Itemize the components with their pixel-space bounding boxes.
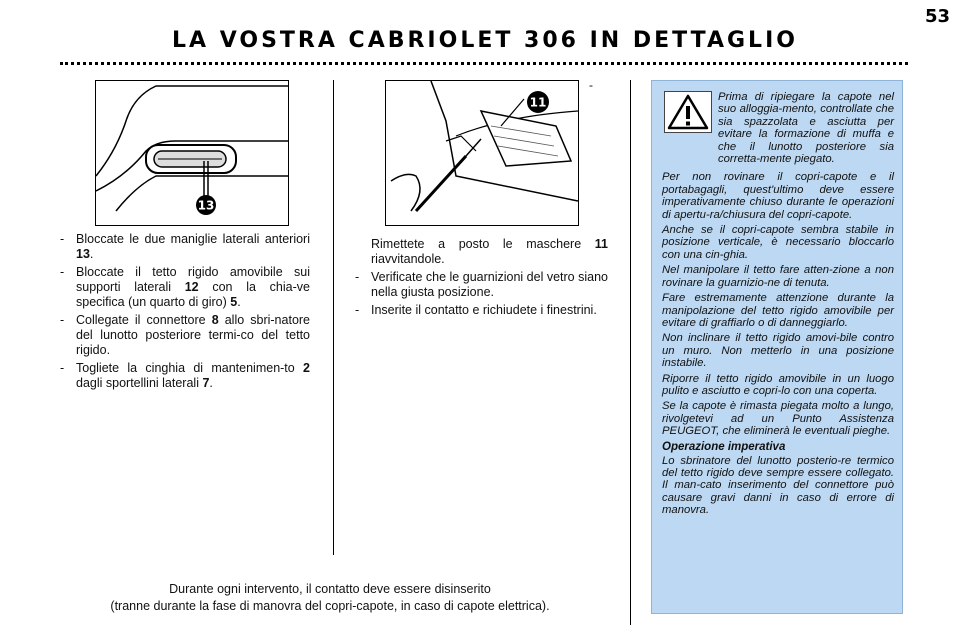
middle-instruction-list [353, 237, 608, 321]
warning-final-paragraph: Lo sbrinatore del lunotto posterio-re termico del tetto rigido deve sempre essere collegato. Il man-cato inserimento del connettore può causare gravi danni in caso di errore di manovra. [662, 454, 894, 517]
part-ref: 13 [76, 247, 90, 261]
warning-paragraph: Se la capote è rimasta piegata molto a lungo, rivolgetevi ad un Punto Assistenza PEUGEOT, che eliminerà le eventuali pieghe. [662, 400, 894, 438]
part-ref: 2 [303, 361, 310, 375]
part-ref: 8 [211, 313, 219, 327]
warning-intro: Prima di ripiegare la capote nel suo alloggia-mento, controllate che sia spazzolata e asciutta per evitare la formazione di muffa e che il lunotto posteriore sia corretta-mente piegato. [718, 91, 894, 166]
left-instruction-list [58, 232, 310, 394]
list-item: - Inserite il contatto e richiudete i finestrini. [355, 303, 597, 317]
warning-paragraph: Per non rovinare il copri-capote e il portabagagli, quest'ultimo deve essere imperativamente chiuso durante le operazioni di apertu-ra/chiusura del copri-capote. [662, 171, 894, 221]
warning-box [651, 80, 903, 614]
list-item: - Bloccate il tetto rigido amovibile sui supporti laterali 12 con la chia-ve specifica (un quarto di giro) 5. [60, 265, 310, 309]
callout-13: 13 [197, 198, 215, 213]
list-item: - Verificate che le guarnizioni del vetro siano nella giusta posizione. [355, 270, 608, 299]
list-item: - Togliete la cinghia di mantenimen-to 2 dagli sportellini laterali 7. [60, 361, 310, 390]
column-divider-right [630, 80, 631, 625]
footer-note [40, 581, 620, 615]
page-number: 53 [924, 6, 950, 27]
column-divider-left [333, 80, 334, 555]
part-ref: 12 [184, 280, 199, 294]
footer-note-line2: (tranne durante la fase di manovra del copri-capote, in caso di capote elettrica). [110, 599, 550, 613]
callout-11: 11 [529, 95, 547, 110]
list-item: - Bloccate le due maniglie laterali anteriori 13. [60, 232, 310, 261]
list-item: Rimettete a posto le maschere 11 riavvitandole. [371, 237, 608, 266]
figure-door-handle [95, 80, 289, 226]
warning-paragraph: Nel manipolare il tetto fare atten-zione a non rovinare la guarnizio-ne di tenuta. [662, 264, 894, 289]
title-dotted-rule [60, 62, 908, 65]
part-ref: 5 [230, 295, 238, 309]
warning-paragraph: Non inclinare il tetto rigido amovi-bile contro un muro. Non metterlo in una posizione instabile. [662, 332, 894, 370]
warning-paragraph: Riporre il tetto rigido amovibile in un luogo pulito e asciutto e copri-lo con una coperta. [662, 372, 894, 397]
stray-dash-mark: - [589, 78, 593, 92]
warning-paragraph: Anche se il copri-capote sembra stabile in posizione verticale, è necessario bloccarlo con una cin-ghia. [662, 224, 894, 261]
trim-screw-illustration [386, 81, 578, 225]
door-handle-illustration [96, 81, 288, 225]
list-item: - Collegate il connettore 8 allo sbri-natore del lunotto posteriore termi-co del tetto rigido. [60, 313, 311, 357]
part-ref: 7 [202, 376, 210, 390]
warning-triangle-icon [664, 91, 712, 133]
page-title: LA VOSTRA CABRIOLET 306 IN DETTAGLIO [172, 28, 798, 53]
figure-trim-screw [385, 80, 579, 226]
footer-note-line1: Durante ogni intervento, il contatto deve essere disinserito [169, 582, 491, 596]
warning-heading: Operazione imperativa [662, 440, 786, 453]
warning-paragraph: Fare estremamente attenzione durante la manipolazione del tetto rigido amovibile per evitare di graffiarlo o di danneggiarlo. [662, 292, 894, 329]
part-ref: 11 [594, 237, 608, 251]
